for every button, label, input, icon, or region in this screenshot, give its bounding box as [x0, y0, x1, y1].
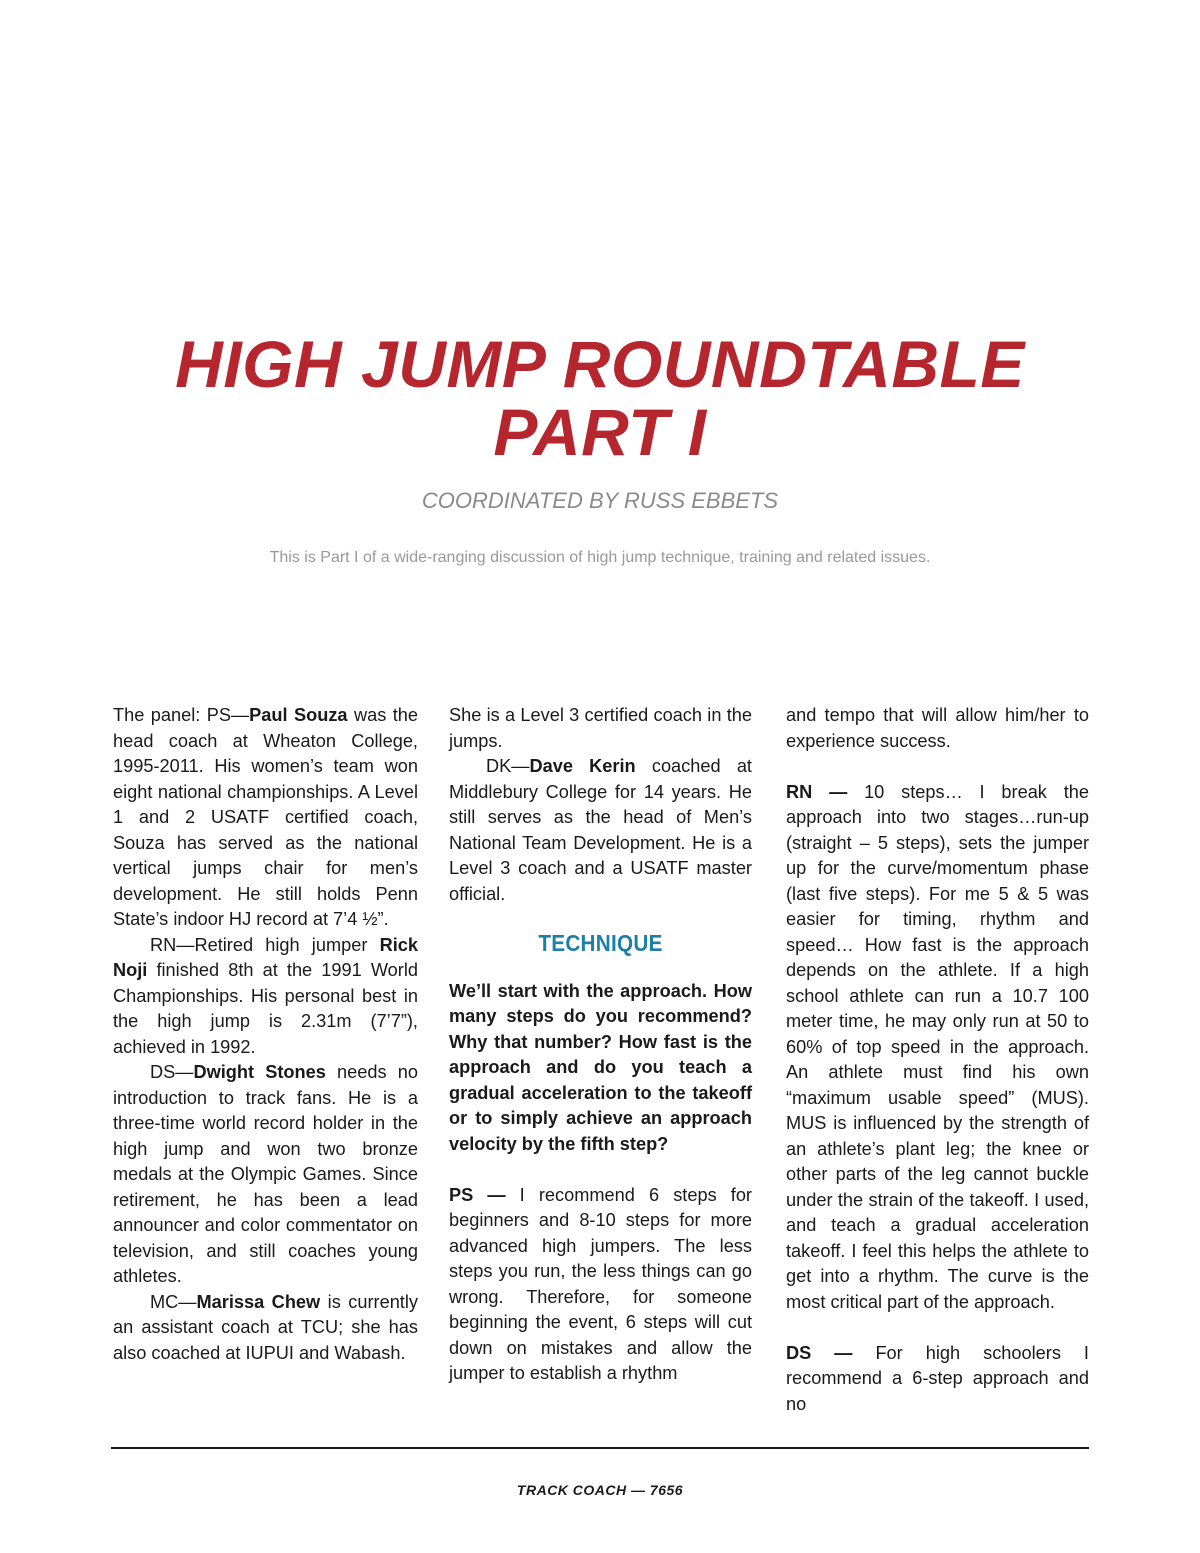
byline: COORDINATED BY RUSS EBBETS: [421, 488, 779, 513]
question-text: We’ll start with the approach. How many steps do you recommend? Why that number? How fast is the approach and do you teach a gradual acceleration to the takeoff or to simply achieve an approach velocity by the fifth step?: [449, 980, 752, 1154]
panel-paragraph-noji: RN—Retired high jumper Rick Noji finished 8th at the 1991 World Championships. His personal best in the high jump is 2.31m (7’7”), achieved in 1992.: [113, 934, 418, 1057]
title-line-1: HIGH JUMP ROUNDTABLE: [175, 327, 1025, 401]
intro-text: This is Part I of a wide-ranging discussion of high jump technique, training and related issues.: [269, 549, 931, 566]
column-2: [449, 703, 752, 1387]
page-footer: TRACK COACH — 7656: [516, 1482, 684, 1498]
speaker-label: RN —: [786, 781, 848, 802]
section-heading: TECHNIQUE: [538, 930, 663, 956]
panel-paragraph-stones: DS—Dwight Stones needs no introduction to track fans. He is a three-time world record holder in the high jump and won two bronze medals at the Olympic Games. Since retirement, he has been a lead announcer and color commentator on television, and still coaches young athletes.: [113, 1062, 418, 1286]
panel-paragraph-chew-cont: She is a Level 3 certified coach in the jumps.: [449, 705, 752, 751]
answer-ps: PS — I recommend 6 steps for beginners and 8-10 steps for more advanced high jumpers. The less steps you run, the less things can go wrong. Therefore, for someone beginning the event, 6 steps will cut down on mistakes and allow the jumper to establish a rhythm: [449, 1184, 752, 1383]
speaker-label: DS —: [786, 1342, 853, 1363]
panel-paragraph-souza: The panel: PS—Paul Souza was the head coach at Wheaton College, 1995-2011. His women’s team won eight national championships. A Level 1 and 2 USATF certified coach, Souza has served as the national vertical jumps chair for men’s development. He still holds Penn State’s indoor HJ record at 7’4 ½”.: [113, 705, 419, 929]
column-1: [113, 703, 418, 1366]
answer-ds: DS — For high schoolers I recommend a 6-step approach and no: [786, 1342, 1089, 1414]
title-line-2: PART I: [493, 395, 707, 469]
answer-rn: RN — 10 steps… I break the approach into two stages…run-up (straight – 5 steps), sets the jumper up for the curve/momentum phase (last five steps). For me 5 & 5 was easier for timing, rhythm and speed… How fast is the approach depends on the athlete. If a high school athlete can run a 10.7 100 meter time, he may only run at 50 to 60% of top speed in the approach. An athlete must find his own “maximum usable speed” (MUS). MUS is influenced by the strength of an athlete’s plant leg; the knee or other parts of the leg cannot buckle under the strain of the takeoff. I used, and teach a gradual acceleration takeoff. I feel this helps the athlete to get into a rhythm. The curve is the most critical part of the approach.: [786, 781, 1089, 1312]
footer-rule: [111, 1447, 1089, 1449]
panelist-name: Rick Noji: [113, 934, 418, 980]
panel-paragraph-kerin: DK—Dave Kerin coached at Middlebury College for 14 years. He still serves as the head of Men’s National Team Development. He is a Level 3 coach and a USATF master official.: [449, 756, 752, 904]
panelist-name: Dwight Stones: [193, 1062, 326, 1082]
article-title: [0, 327, 1200, 469]
panelist-name: Marissa Chew: [196, 1291, 321, 1312]
panel-paragraph-chew: MC—Marissa Chew is currently an assistant coach at TCU; she has also coached at IUPUI and Wabash.: [113, 1291, 418, 1363]
speaker-label: PS —: [449, 1184, 506, 1205]
panelist-name: Dave Kerin: [529, 756, 636, 776]
answer-ps-cont: and tempo that will allow him/her to experience success.: [786, 705, 1089, 751]
column-3: [786, 703, 1089, 1417]
panelist-name: Paul Souza: [249, 705, 348, 725]
